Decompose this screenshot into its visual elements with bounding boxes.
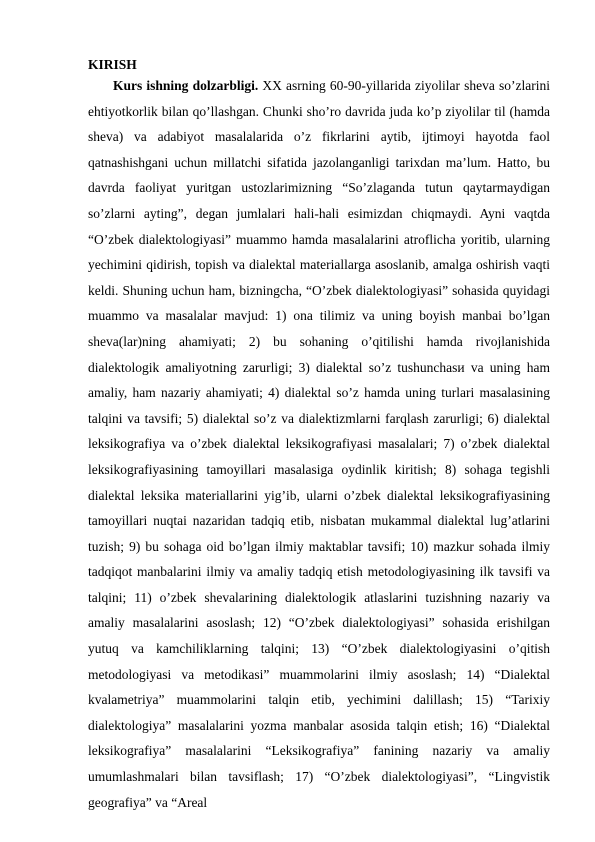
section-heading: KIRISH (88, 57, 137, 72)
paragraph-text: XX asrning 60-90-yillarida ziyolilar sheva so’zlarini ehtiyotkorlik bilan qo’llashgan. Chunki sho’ro davrida juda ko’p ziyolilar til (hamda sheva) va adabiyot masalalarida o’z fikrlarini aytib, ijtimoyi hayotda faol qatnashishgani uchun millatchi sifatida jazolanganligi tarixdan ma’lum. Hatto, bu davrda faoliyat yuritgan ustozlarimizning “So’zlaganda tutun qaytarmaydigan so’zlarni ayting”, degan jumlalari hali-hali esimizdan chiqmaydi. Ayni vaqtda “O’zbek dialektologiyasi” muammo hamda masalalarini atroflicha yoritib, ularning yechimini qidirish, topish va dialektal materiallarga asoslanib, amalga oshirish vaqti keldi. Shuning uchun ham, bizningcha, “O’zbek dialektologiyasi” sohasida quyidagi muammo va masalalar mavjud: 1) ona tilimiz va uning boyish manbai bo’lgan sheva(lar)ning ahamiyati; 2) bu sohaning o’qitilishi hamda rivojlanishida dialektologik amaliyotning zarurligi; 3) dialektal so’z tushunchasи va uning ham amaliy, ham nazariy ahamiyati; 4) dialektal so’z hamda uning turlari masalasining talqini va tavsifi; 5) dialektal so’z va dialektizmlarni farqlash zarurligi; 6) dialektal leksikografiya va o’zbek dialektal leksikografiyasi masalalari; 7) o’zbek dialektal leksikografiyasining tamoyillari masalasiga oydinlik kiritish; 8) sohaga tegishli dialektal leksika materiallarini yig’ib, ularni o’zbek dialektal leksikografiyasining tamoyillari nuqtai nazaridan tadqiq etib, nisbatan mukammal dialektal lug’atlarini tuzish; 9) bu sohaga oid bo’lgan ilmiy maktablar tavsifi; 10) mazkur sohada ilmiy tadqiqot manbalarini ilmiy va amaliy tadqiq etish metodologiyasining ilk tavsifi va talqini; 11) o’zbek shevalarining dialektologik atlaslarini tuzishning nazariy va amaliy masalalarini asoslash; 12) “O’zbek dialektologiyasi” sohasida erishilgan yutuq va kamchiliklarning talqini; 13) “O’zbek dialektologiyasini o’qitish metodologiyasi va metodikasi” muammolarini ilmiy asoslash; 14) “Dialektal kvalametriya” muammolarini talqin etib, yechimini dalillash; 15) “Tarixiy dialektologiya” masalalarini yozma manbalar asosida talqin etish; 16) “Dialektal leksikografiya” masalalarini “Leksikografiya” fanining nazariy va amaliy umumlashmalari bilan tavsiflash; 17) “O’zbek dialektologiyasi”, “Lingvistik geografiya” va “Areal (88, 78, 550, 810)
lead-phrase: Kurs ishning dolzarbligi. (113, 78, 259, 93)
body-paragraph (88, 73, 550, 815)
